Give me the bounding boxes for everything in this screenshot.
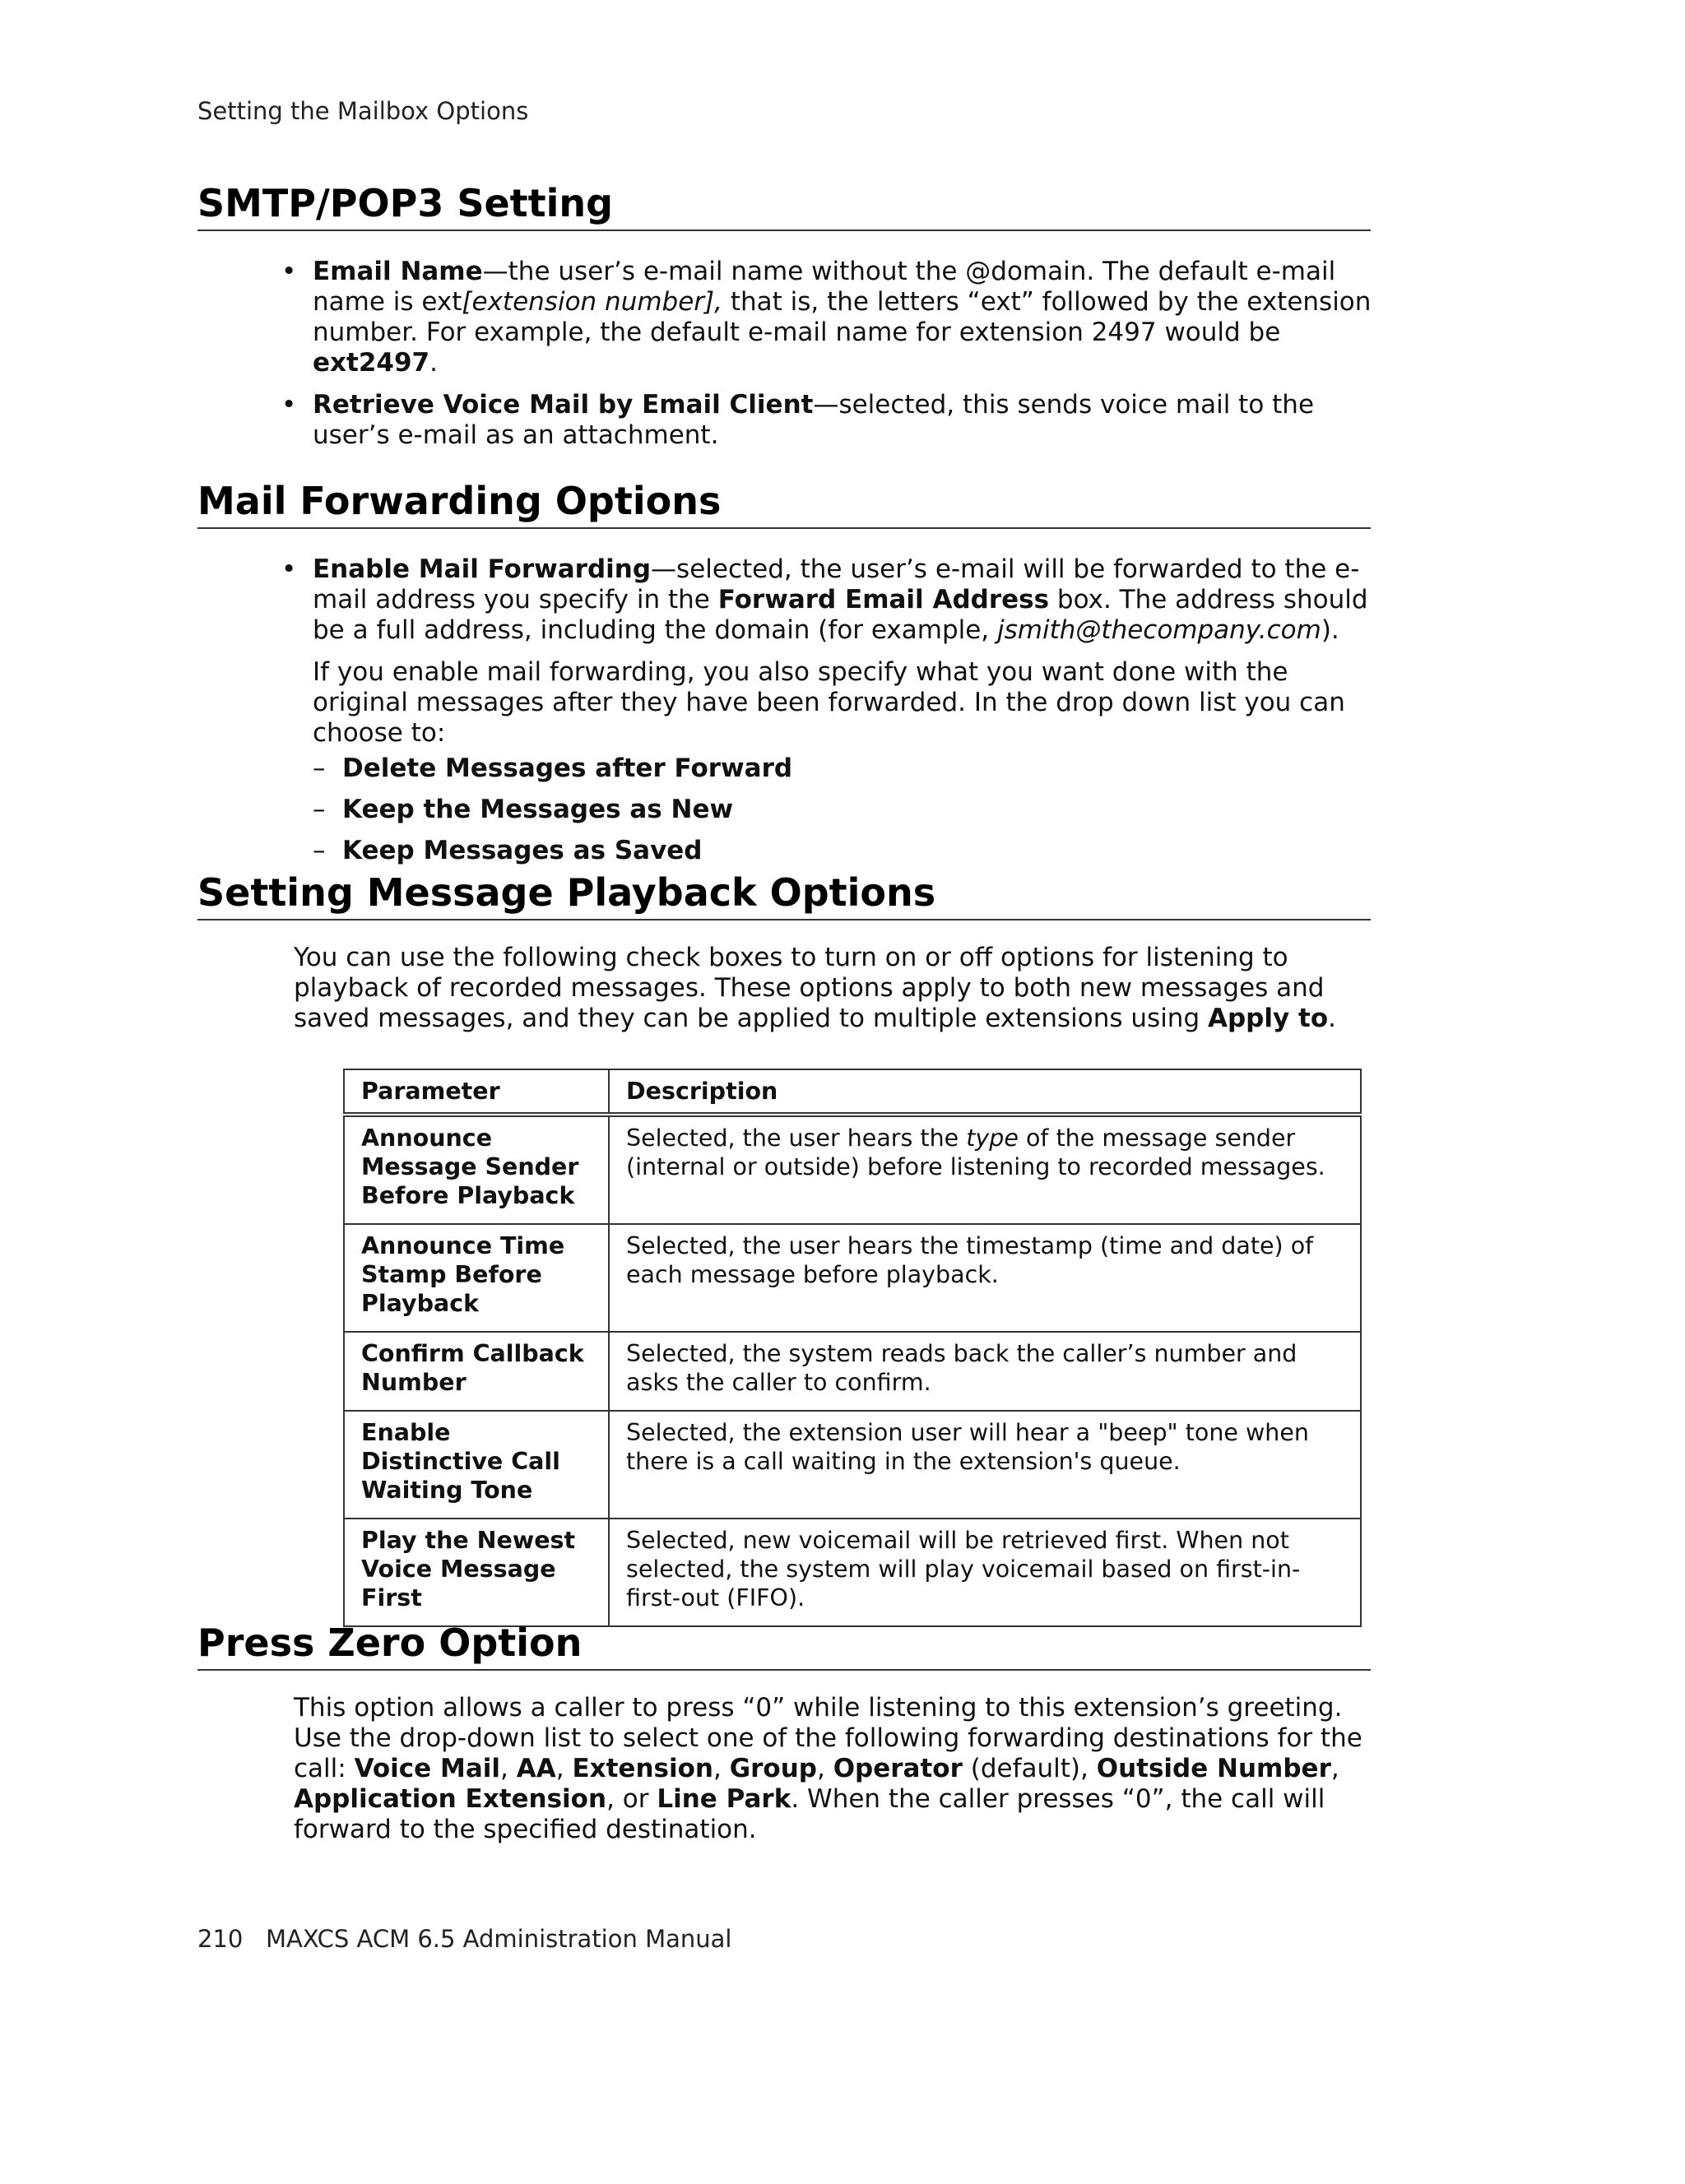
forwarding-bullet-list [281,554,1374,878]
bullet-icon: • [281,257,297,286]
description-cell: Selected, the system reads back the caller’s number and asks the caller to confirm. [609,1332,1361,1411]
list-item: – Keep Messages as Saved [313,836,703,865]
table-row [344,1332,1361,1411]
manual-title: MAXCS ACM 6.5 Administration Manual [266,1925,732,1953]
parameter-cell: Play the Newest Voice Message First [344,1519,609,1626]
table-row [344,1411,1361,1519]
section-title-smtp: SMTP/POP3 Setting [197,183,1371,231]
parameter-cell: Announce Message Sender Before Playback [344,1115,609,1224]
table-row [344,1115,1361,1224]
page-footer [197,1925,731,1953]
dash-icon: – [313,795,326,824]
column-header-description: Description [609,1069,1361,1115]
table-row [344,1224,1361,1332]
section-title-forwarding: Mail Forwarding Options [197,480,1371,529]
playback-options-table [343,1069,1362,1627]
parameter-cell: Enable Distinctive Call Waiting Tone [344,1411,609,1519]
parameter-cell: Announce Time Stamp Before Playback [344,1224,609,1332]
list-item: • Enable Mail Forwarding—selected, the user’s e-mail will be forwarded to the e-mail address you specify in the Forward Email Address box. The address should be a full address, including the domain (for example, jsmith@thecompany.com). If you enable mail forwarding, you also specify what you want done with the original messages after they have been forwarded. In the drop down list you can choose to: – Delete Messages after Forward – Keep the Messages as New – Keep Messages as Saved [313,554,1374,866]
description-cell: Selected, the user hears the timestamp (time and date) of each message before playback. [609,1224,1361,1332]
term-retrieve-voice-mail: Retrieve Voice Mail by Email Client [313,390,814,420]
term-email-name: Email Name [313,257,483,286]
page-number: 210 [197,1925,244,1953]
forwarding-paragraph: If you enable mail forwarding, you also specify what you want done with the original messages after they have been forwarded. In the drop down list you can choose to: [313,657,1345,748]
dash-icon: – [313,754,326,783]
smtp-bullet-list [281,257,1374,462]
list-item: – Delete Messages after Forward [313,754,793,783]
column-header-parameter: Parameter [344,1069,609,1115]
press-zero-paragraph: This option allows a caller to press “0” while listening to this extension’s greeting. Use the drop-down list to select one of the following forwarding destinations for the call: Voice Mail, AA, Extension, Group, Operator (default), Outside Number, Application Extension, or Line Park. When the caller presses “0”, the call will forward to the specified destination. [294,1693,1362,1844]
parameter-cell: Confirm Callback Number [344,1332,609,1411]
term-enable-forwarding: Enable Mail Forwarding [313,554,652,584]
dash-icon: – [313,836,326,865]
table-header-row [344,1069,1361,1115]
running-header: Setting the Mailbox Options [197,97,529,125]
bullet-icon: • [281,554,297,584]
description-cell: Selected, the user hears the type of the message sender (internal or outside) before listening to recorded messages. [609,1115,1361,1224]
section-title-press-zero: Press Zero Option [197,1622,1371,1671]
description-cell: Selected, the extension user will hear a "beep" tone when there is a call waiting in the extension's queue. [609,1411,1361,1519]
forwarding-options-list [313,754,1374,866]
playback-intro: You can use the following check boxes to turn on or off options for listening to playback of recorded messages. These options apply to both new messages and saved messages, and they can be applied to multiple extensions using Apply to. [294,943,1336,1033]
section-title-playback: Setting Message Playback Options [197,872,1371,920]
list-item: • Email Name—the user’s e-mail name without the @domain. The default e-mail name is ext[extension number], that is, the letters “ext” followed by the extension number. For example, the default e-mail name for extension 2497 would be ext2497. [281,257,1372,378]
list-item: • Retrieve Voice Mail by Email Client—selected, this sends voice mail to the user’s e-mail as an attachment. [281,390,1315,450]
table-row [344,1519,1361,1626]
bullet-icon: • [281,390,297,420]
description-cell: Selected, new voicemail will be retrieved first. When not selected, the system will play voicemail based on first-in-first-out (FIFO). [609,1519,1361,1626]
list-item: – Keep the Messages as New [313,795,734,824]
